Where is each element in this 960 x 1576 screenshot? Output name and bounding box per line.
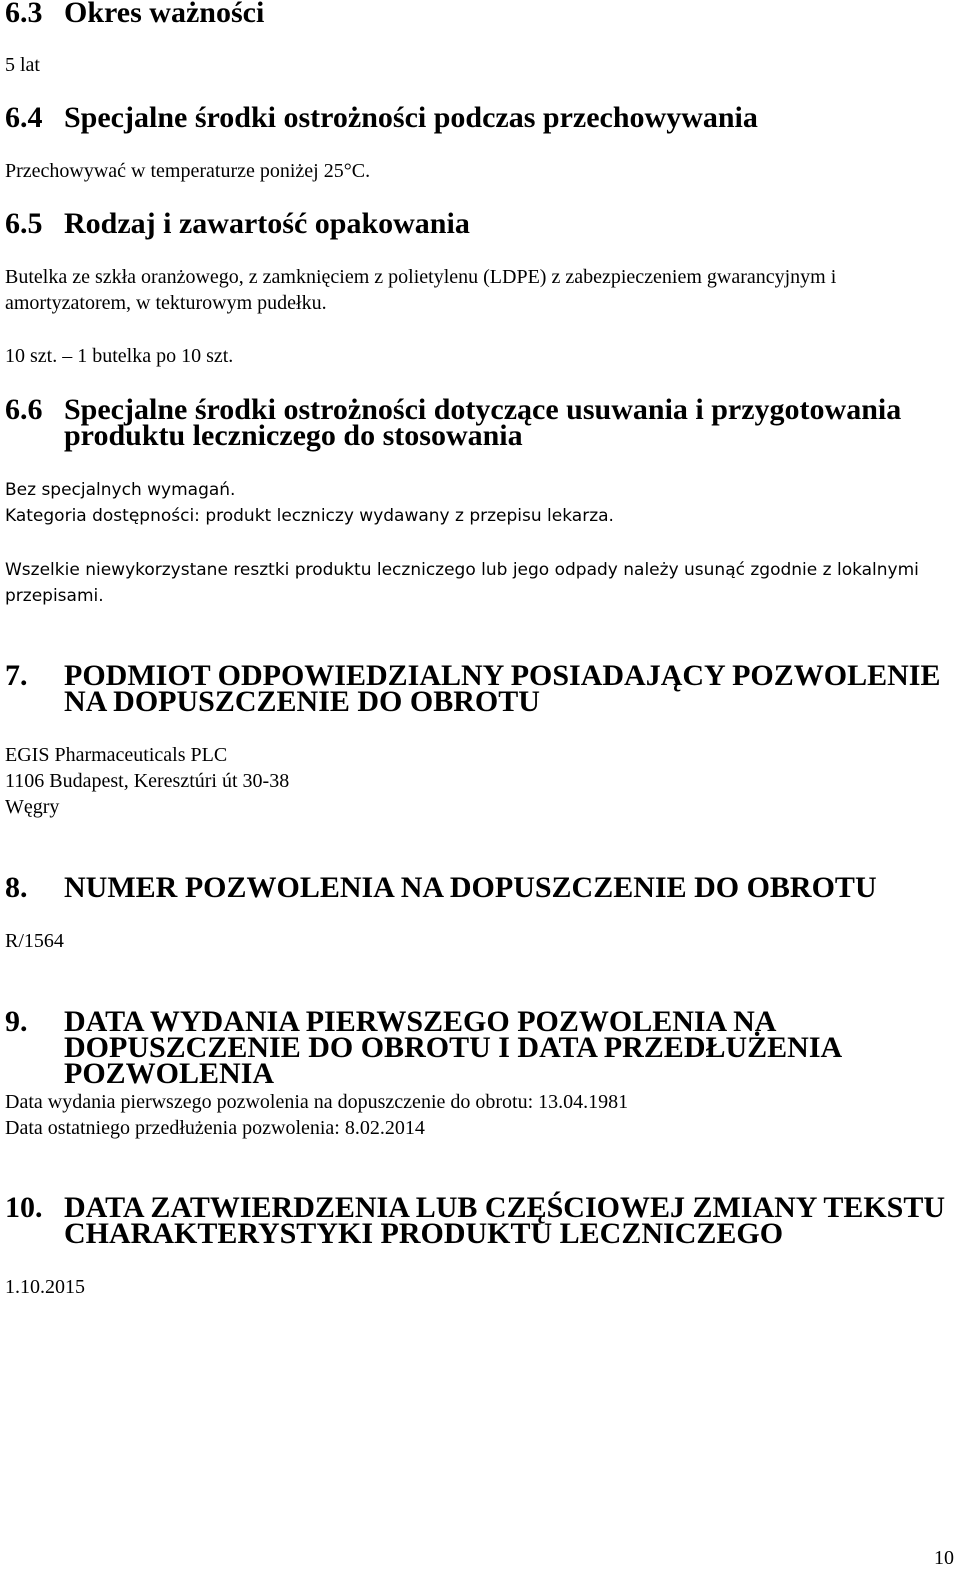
- renewal-date: Data ostatniego przedłużenia pozwolenia: 8.02.2014: [5, 1117, 425, 1139]
- no-special-requirements: Bez specjalnych wymagań.: [5, 480, 236, 500]
- section-6-4-heading: [5, 101, 954, 134]
- section-10-heading: [5, 1191, 954, 1250]
- pack-size-text: 10 szt. – 1 butelka po 10 szt.: [5, 345, 234, 367]
- section-number: 8.: [5, 871, 28, 904]
- section-title: DATA ZATWIERDZENIA LUB CZĘŚCIOWEJ ZMIANY TEKSTU CHARAKTERYSTYKI PRODUKTU LECZNICZEGO: [64, 1191, 946, 1250]
- section-title: Specjalne środki ostrożności dotyczące usuwania i przygotowania produktu leczniczego do stosowania: [64, 393, 902, 452]
- section-8-heading: [5, 871, 954, 904]
- section-number: 10.: [5, 1191, 43, 1224]
- disposal-requirements: [5, 477, 954, 529]
- section-number: 6.6: [5, 393, 43, 426]
- storage-text: Przechowywać w temperaturze poniżej 25°C.: [5, 160, 371, 182]
- section-title: NUMER POZWOLENIA NA DOPUSZCZENIE DO OBROTU: [64, 871, 877, 904]
- section-title: Rodzaj i zawartość opakowania: [64, 207, 470, 240]
- section-number: 6.4: [5, 101, 43, 134]
- packaging-description: Butelka ze szkła oranżowego, z zamknięciem z polietylenu (LDPE) z zabezpieczeniem gwarancyjnym i amortyzatorem, w tekturowym pudełku.: [5, 266, 837, 314]
- authorisation-dates: [5, 1089, 954, 1141]
- section-6-6-heading: [5, 393, 954, 452]
- revision-date: 1.10.2015: [5, 1276, 85, 1298]
- section-number: 6.3: [5, 0, 43, 29]
- section-6-3-heading: [5, 0, 954, 29]
- section-number: 9.: [5, 1005, 28, 1038]
- marketing-authorisation-holder-address: [5, 742, 954, 820]
- disposal-instructions: Wszelkie niewykorzystane resztki produktu leczniczego lub jego odpady należy usunąć zgodnie z lokalnymi przepisami.: [5, 560, 919, 606]
- section-title: PODMIOT ODPOWIEDZIALNY POSIADAJĄCY POZWOLENIE NA DOPUSZCZENIE DO OBROTU: [64, 659, 941, 718]
- section-6-5-heading: [5, 207, 954, 240]
- section-title: DATA WYDANIA PIERWSZEGO POZWOLENIA NA DOPUSZCZENIE DO OBROTU I DATA PRZEDŁUŻENIA POZWOLENIA: [64, 1005, 841, 1090]
- company-name: EGIS Pharmaceuticals PLC: [5, 744, 228, 766]
- section-7-heading: [5, 659, 954, 718]
- section-number: 6.5: [5, 207, 43, 240]
- shelf-life-text: 5 lat: [5, 54, 40, 76]
- section-title: Okres ważności: [64, 0, 265, 29]
- authorisation-number: R/1564: [5, 930, 64, 952]
- section-9-heading: [5, 1005, 954, 1090]
- country: Węgry: [5, 796, 60, 818]
- page-number: 10: [934, 1547, 954, 1569]
- street-address: 1106 Budapest, Keresztúri út 30-38: [5, 770, 290, 792]
- section-number: 7.: [5, 659, 28, 692]
- first-authorisation-date: Data wydania pierwszego pozwolenia na dopuszczenie do obrotu: 13.04.1981: [5, 1091, 629, 1113]
- section-title: Specjalne środki ostrożności podczas przechowywania: [64, 101, 758, 134]
- availability-category: Kategoria dostępności: produkt leczniczy wydawany z przepisu lekarza.: [5, 506, 614, 526]
